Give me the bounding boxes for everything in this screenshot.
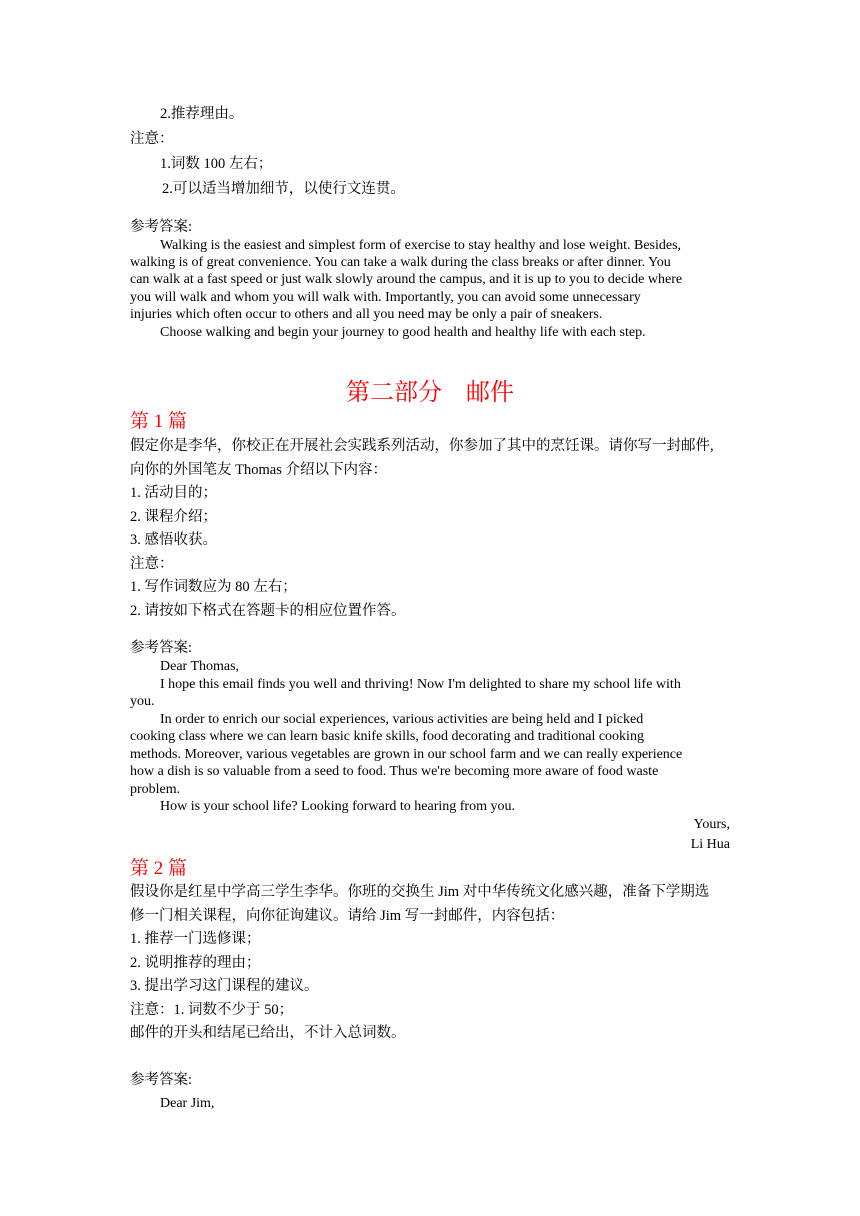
list-item: 2. 说明推荐的理由；: [130, 955, 261, 971]
note-item: 1. 写作词数应为 80 左右；: [130, 579, 297, 595]
answer-label: 参考答案:: [130, 219, 193, 235]
answer-line: I hope this email finds you well and thriving! Now I'm delighted to share my school life with: [160, 677, 681, 692]
answer-label: 参考答案:: [130, 1072, 193, 1088]
list-item: 1. 活动目的；: [130, 485, 217, 501]
answer-line: you will walk and whom you will walk with. Importantly, you can avoid some unnecessary: [130, 290, 641, 305]
email-signature: Li Hua: [690, 837, 730, 852]
part-title: 第二部分 邮件: [346, 378, 514, 406]
email-greeting: Dear Jim,: [160, 1096, 215, 1111]
answer-line: Choose walking and begin your journey to good health and healthy life with each step.: [160, 325, 646, 340]
note-item: 2. 请按如下格式在答题卡的相应位置作答。: [130, 603, 406, 619]
note-item-2: 2.可以适当增加细节，以使行文连贯。: [162, 181, 405, 197]
answer-line: How is your school life? Looking forward to hearing from you.: [160, 799, 515, 814]
list-item: 1. 推荐一门选修课；: [130, 931, 261, 947]
answer-line: you.: [130, 694, 155, 709]
answer-line: walking is of great convenience. You can take a walk during the class breaks or after dinner. You: [130, 255, 671, 270]
answer-line: methods. Moreover, various vegetables are grown in our school farm and we can really experience: [130, 747, 683, 762]
answer-line: problem.: [130, 782, 181, 797]
note-label: 注意：: [130, 131, 174, 147]
prompt-line: 假定你是李华，你校正在开展社会实践系列活动，你参加了其中的烹饪课。请你写一封邮件,: [130, 438, 714, 454]
answer-label: 参考答案:: [130, 640, 193, 656]
note-label: 注意：: [130, 556, 174, 572]
email-closing: Yours,: [693, 817, 730, 832]
answer-line: Walking is the easiest and simplest form of exercise to stay healthy and lose weight. Besides,: [160, 238, 682, 253]
note-item-1: 1.词数 100 左右；: [160, 156, 273, 172]
note-line: 邮件的开头和结尾已给出，不计入总词数。: [130, 1025, 406, 1041]
list-item: 3. 提出学习这门课程的建议。: [130, 978, 319, 994]
prompt-line: 修一门相关课程，向你征询建议。请给 Jim 写一封邮件，内容包括：: [130, 908, 565, 924]
prompt-line: 向你的外国笔友 Thomas 介绍以下内容：: [130, 462, 387, 478]
prompt-line: 假设你是红星中学高三学生李华。你班的交换生 Jim 对中华传统文化感兴趣，准备下学期选: [130, 884, 710, 900]
answer-line: In order to enrich our social experiences, various activities are being held and I picked: [160, 712, 644, 727]
answer-line: cooking class where we can learn basic knife skills, food decorating and traditional cooking: [130, 729, 644, 744]
passage-2-heading: 第 2 篇: [130, 858, 188, 879]
passage-1-heading: 第 1 篇: [130, 411, 188, 432]
answer-line: how a dish is so valuable from a seed to food. Thus we're becoming more aware of food waste: [130, 764, 659, 779]
answer-line: injuries which often occur to others and all you need may be only a pair of sneakers.: [130, 307, 603, 322]
requirement-item-2: 2.推荐理由。: [160, 106, 244, 122]
answer-line: can walk at a fast speed or just walk slowly around the campus, and it is up to you to decide where: [130, 272, 683, 287]
list-item: 3. 感悟收获。: [130, 532, 217, 548]
list-item: 2. 课程介绍；: [130, 509, 217, 525]
note-line: 注意：1. 词数不少于 50；: [130, 1002, 294, 1018]
email-greeting: Dear Thomas,: [160, 659, 240, 674]
